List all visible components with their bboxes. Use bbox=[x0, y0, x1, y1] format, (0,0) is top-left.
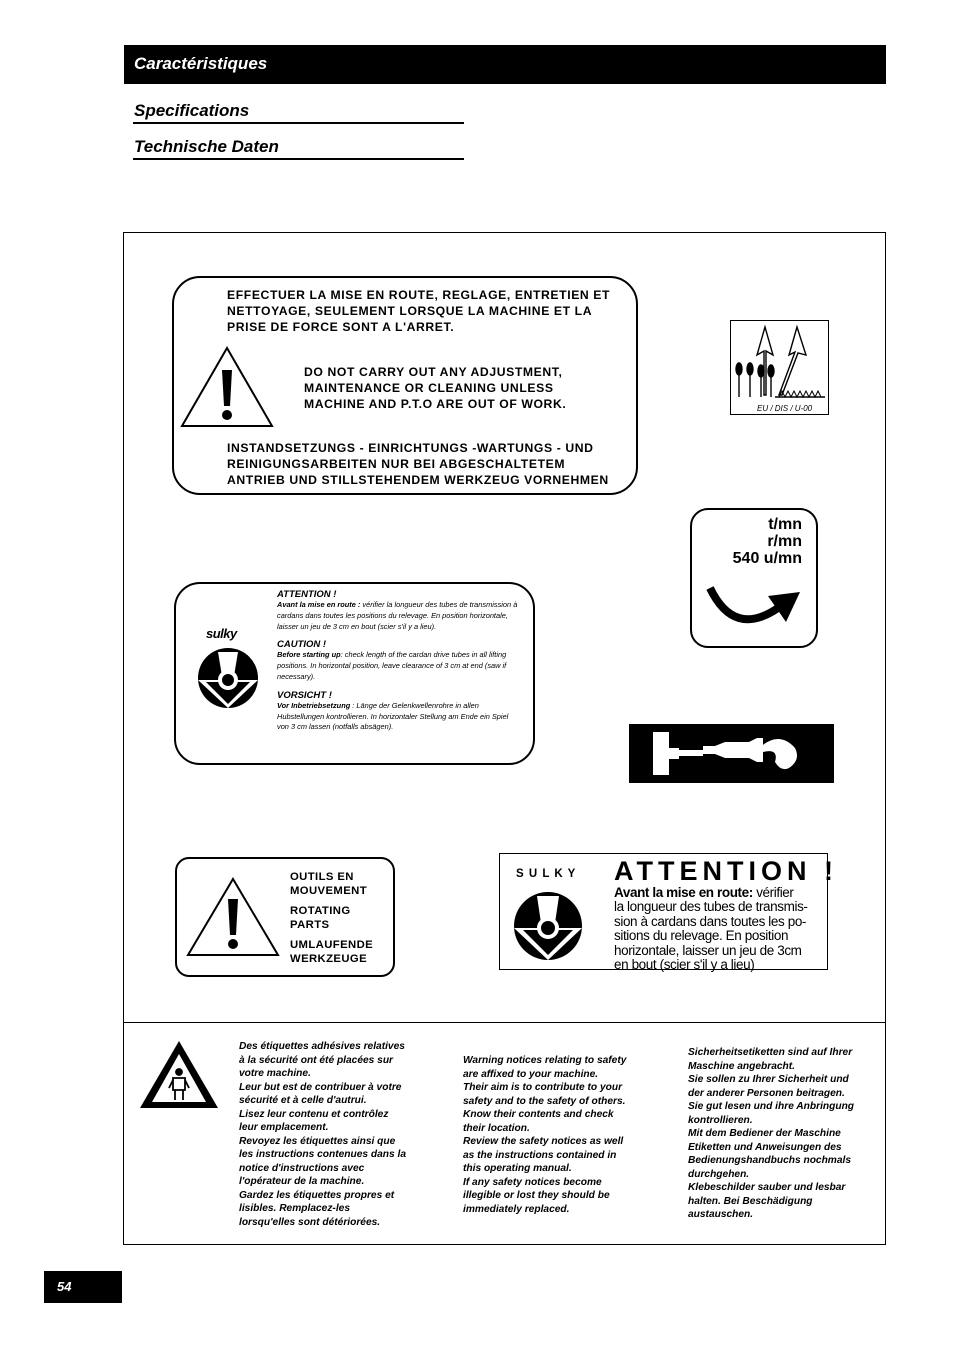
cardan-shaft-label bbox=[629, 724, 834, 783]
safety-notice-en: Warning notices relating to safety are affixed to your machine. Their aim is to contribute to your safety and to the safety of others. Know their contents and check their location. Review the safety notices as well as the instructions contained in this operating manual. If any safety notices become illegible or lost they should be immediately replaced. bbox=[463, 1055, 627, 1215]
eu-label-code: EU / DIS / U-00 bbox=[757, 404, 813, 413]
direction-crop-label bbox=[730, 320, 829, 415]
rotating-parts-label bbox=[175, 857, 395, 977]
sulky-logo: sulky bbox=[206, 626, 237, 641]
sulky-brand: S U L K Y bbox=[516, 868, 577, 880]
warning-text-de: INSTANDSETZUNGS - EINRICHTUNGS -WARTUNGS - UND REINIGUNGSARBEITEN NUR BEI ABGESCHALTETEM ANTRIEB UND STILLSTEHENDEM WERKZEUG VORNEHMEN bbox=[227, 441, 609, 487]
pto-speed-label bbox=[690, 508, 818, 648]
frame-divider bbox=[123, 1022, 886, 1023]
sulky-emblem-icon bbox=[512, 890, 584, 962]
subtitle-underline bbox=[133, 158, 464, 160]
pto-speed-text: t/mn r/mn 540 u/mn bbox=[732, 516, 802, 567]
attention-title: ATTENTION ! bbox=[614, 856, 838, 886]
cardan-shaft-arrow-icon bbox=[629, 724, 834, 783]
exclamation-triangle-icon bbox=[185, 875, 281, 959]
safety-notice-de: Sicherheitsetiketten sind auf Ihrer Maschine angebracht. Sie sollen zu Ihrer Sicherheit und der anderer Personen beitragen. Sie gut lesen und ihre Anbringung kontrollieren. Mit dem Bediener der Maschine Etiketten und Anweisungen des Bedienungshandbuchs nochmals durchgehen. Klebeschilder sauber und lesbar halten. Bei Beschädigung austauschen. bbox=[688, 1047, 855, 1220]
subtitle-underline bbox=[133, 122, 464, 124]
attention-text: Avant la mise en route: vérifier la longueur des tubes de transmis- sion à cardans dans toutes les po- sitions du relevage. En position horizontale, laisser un jeu de 3cm en bout (scier s'il y a lieu) bbox=[614, 885, 808, 973]
warning-text-fr: EFFECTUER LA MISE EN ROUTE, REGLAGE, ENTRETIEN ET NETTOYAGE, SEULEMENT LORSQUE LA MACHINE ET LA PRISE DE FORCE SONT A L'ARRET. bbox=[227, 288, 611, 334]
safety-notice-fr: Des étiquettes adhésives relatives à la sécurité ont été placées sur votre machine. Leur but est de contribuer à votre sécurité et à celle d'autrui. Lisez leur contenu et contrôlez leur emplacement. Revoyez les étiquettes ainsi que les instructions contenues dans la notice d'instructions avec l'opérateur de la machine. Gardez les étiquettes propres et lisibles. Remplacez-les lorsqu'elles sont détériorées. bbox=[239, 1041, 407, 1228]
operator-warning-triangle-icon bbox=[138, 1038, 220, 1110]
page-number-box bbox=[44, 1271, 122, 1303]
page-number: 54 bbox=[57, 1279, 72, 1294]
crop-arrows-icon bbox=[731, 321, 828, 403]
exclamation-triangle-icon bbox=[179, 344, 275, 430]
subtitle-technische-daten: Technische Daten bbox=[134, 137, 279, 156]
attention-label bbox=[499, 853, 838, 973]
caution-text-block: ATTENTION ! Avant la mise en route : vérifier la longueur des tubes de transmission à cardans dans toutes les positions du relevage. En position horizontale, laisser un jeu de 3 cm en bout (scier s'il y a lieu). CAUTION ! Before starting up: check length of the cardan drive tubes in all lifting positions. In horizontal position, leave clearance of 3 cm at end (saw if necessary). VORSICHT ! Vor Inbetriebsetzung : Länge der Gelenkwellenrohre in allen Hubstellungen kontrollieren. In horizontaler Stellung am Ende ein Spiel von 3 cm lassen (notfalls absägen). bbox=[277, 589, 518, 732]
subtitle-specifications: Specifications bbox=[134, 101, 250, 120]
rotating-parts-text: OUTILS EN MOUVEMENT ROTATING PARTS UMLAUFENDE WERKZEUGE bbox=[290, 871, 374, 965]
section-title: Caractéristiques bbox=[134, 54, 268, 73]
rotation-arrow-icon bbox=[704, 580, 809, 642]
sulky-emblem-icon bbox=[196, 646, 260, 710]
warning-text-en: DO NOT CARRY OUT ANY ADJUSTMENT, MAINTENANCE OR CLEANING UNLESS MACHINE AND P.T.O ARE OUT OF WORK. bbox=[304, 365, 567, 411]
maintenance-warning-label bbox=[172, 276, 638, 495]
cardan-caution-label bbox=[174, 582, 535, 765]
